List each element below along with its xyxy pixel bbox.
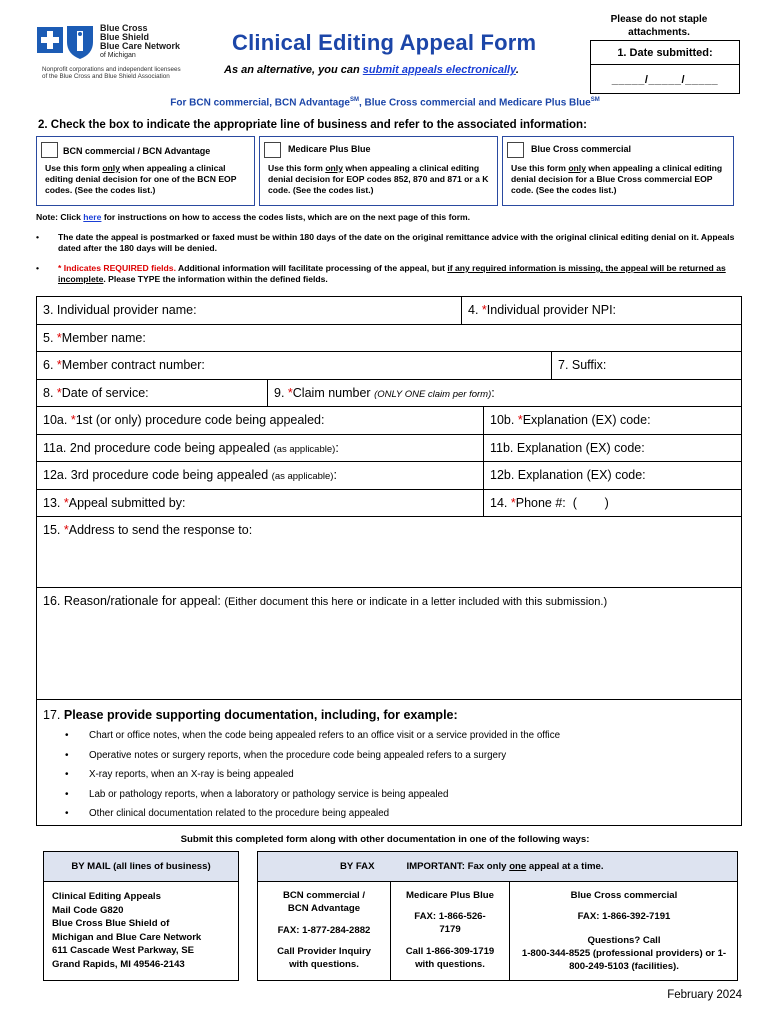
- claim-number-field[interactable]: 9. *Claim number (ONLY ONE claim per form):: [267, 380, 743, 406]
- blue-cross-commercial-checkbox[interactable]: [507, 142, 524, 158]
- appeal-submitted-by-field[interactable]: 13. *Appeal submitted by:: [43, 496, 186, 510]
- form-row: [37, 352, 741, 380]
- supporting-docs-list: [65, 730, 560, 828]
- list-item: • Lab or pathology reports, when a laboratory or pathology service is being appealed: [65, 789, 560, 809]
- list-item: • X-ray reports, when an X-ray is being appealed: [65, 769, 560, 789]
- suffix-field[interactable]: 7. Suffix:: [551, 352, 743, 379]
- lob-option-bcn: [36, 136, 255, 206]
- form-row: [37, 297, 741, 325]
- lob-name: Medicare Plus Blue: [288, 144, 371, 154]
- by-mail-box: [43, 851, 239, 981]
- lob-name: BCN commercial / BCN Advantage: [63, 146, 211, 156]
- bcbs-logo: [36, 22, 226, 82]
- ex-code-1-field[interactable]: 10b. *Explanation (EX) code:: [483, 407, 743, 434]
- by-mail-header: BY MAIL (all lines of business): [44, 852, 238, 882]
- ex-code-2-field[interactable]: 11b. Explanation (EX) code:: [483, 435, 743, 461]
- supporting-docs-section: [37, 700, 741, 827]
- response-address-field[interactable]: 15. *Address to send the response to:: [43, 523, 253, 537]
- member-contract-number-field[interactable]: 6. *Member contract number:: [43, 358, 205, 372]
- revision-date: February 2024: [667, 989, 742, 1001]
- lob-description: Use this form only when appealing a clinical editing denial decision for EOP codes 852, 870 and 871 or a K code. (See the codes list.): [268, 163, 489, 195]
- supporting-docs-title: 17. Please provide supporting documentation, including, for example:: [43, 708, 458, 722]
- form-row: [37, 435, 741, 462]
- codes-instructions-link[interactable]: here: [83, 212, 102, 222]
- list-item: • Chart or office notes, when the code being appealed refers to an office visit or a service provided in the office: [65, 730, 560, 750]
- alternative-line: As an alternative, you can submit appeals electronically.: [224, 64, 519, 76]
- lob-name: Blue Cross commercial: [531, 144, 632, 154]
- staple-note: Please do not staple attachments.: [610, 14, 708, 38]
- codes-note: Note: Click here for instructions on how to access the codes lists, which are on the next page of this form.: [36, 212, 471, 222]
- list-item: • Operative notes or surgery reports, when the procedure code being appealed refers to a surgery: [65, 750, 560, 770]
- lob-option-blue-cross-commercial: [502, 136, 734, 206]
- fax-col-medicare-plus-blue: Medicare Plus Blue FAX: 1-866-526-7179 Call 1-866-309-1719 with questions.: [391, 882, 510, 981]
- list-item: • Other clinical documentation related to the procedure being appealed: [65, 808, 560, 828]
- fax-col-bcn: BCN commercial / BCN Advantage FAX: 1-877-284-2882 Call Provider Inquiry with questions.: [258, 882, 391, 981]
- bcn-checkbox[interactable]: [41, 142, 58, 158]
- list-item: • The date the appeal is postmarked or faxed must be within 180 days of the date on the original remittance advice with the original clinical editing denial on it. Appeals dated after the 180 days will be denied.: [36, 232, 736, 254]
- form-row: [37, 407, 741, 435]
- form-row: [37, 588, 741, 700]
- logo-tagline: Nonprofit corporations and independent licensees of the Blue Cross and Blue Shield Association: [42, 66, 181, 80]
- section-2-heading: 2. Check the box to indicate the appropriate line of business and refer to the associated information:: [38, 119, 587, 131]
- form-row: [37, 325, 741, 352]
- submit-instructions: Submit this completed form along with other documentation in one of the following ways:: [180, 834, 590, 845]
- procedure-code-2-field[interactable]: 11a. 2nd procedure code being appealed (as applicable):: [43, 441, 339, 455]
- date-submitted-label: 1. Date submitted:: [591, 41, 739, 65]
- provider-npi-field[interactable]: 4. *Individual provider NPI:: [461, 297, 743, 324]
- mail-address: Clinical Editing Appeals Mail Code G820 Blue Cross Blue Shield of Michigan and Blue Care Network 611 Cascade West Parkway, SE Grand Rapids, MI 49546-2143: [52, 891, 202, 970]
- appeal-form-grid: [36, 296, 742, 826]
- lob-description: Use this form only when appealing a clinical editing denial decision for one of the BCN EOP codes. (See the codes list.): [45, 163, 237, 195]
- form-row: [37, 490, 741, 517]
- member-name-field[interactable]: 5. *Member name:: [43, 331, 146, 345]
- phone-field[interactable]: 14. *Phone #: ( ): [483, 490, 743, 516]
- instructions-list: [36, 232, 736, 294]
- reason-rationale-field[interactable]: 16. Reason/rationale for appeal: (Either document this here or indicate in a letter included with this submission.): [43, 594, 608, 608]
- by-fax-box: [257, 851, 738, 981]
- procedure-code-3-field[interactable]: 12a. 3rd procedure code being appealed (as applicable):: [43, 468, 337, 482]
- fax-col-blue-cross-commercial: Blue Cross commercial FAX: 1-866-392-7191 Questions? Call 1-800-344-8525 (professional providers) or 1-800-249-5103 (facilities).: [521, 890, 727, 972]
- page-title: Clinical Editing Appeal Form: [232, 30, 537, 55]
- logo-wordmark: Blue Cross Blue Shield Blue Care Network of Michigan: [100, 23, 181, 59]
- blue-cross-blue-shield-icon: [36, 22, 96, 60]
- procedure-code-1-field[interactable]: 10a. *1st (or only) procedure code being appealed:: [43, 413, 325, 427]
- form-row: [37, 462, 741, 490]
- applicability-line: For BCN commercial, BCN Advantage℠, Blue Cross commercial and Medicare Plus Blue℠: [170, 97, 600, 109]
- list-item: • * Indicates REQUIRED fields. Additional information will facilitate processing of the appeal, but if any required information is missing, the appeal will be returned as incomplete. Please TYPE the information within the defined fields.: [36, 263, 736, 285]
- form-row: [37, 517, 741, 588]
- lob-option-medicare-plus-blue: [259, 136, 498, 206]
- medicare-plus-blue-checkbox[interactable]: [264, 142, 281, 158]
- date-of-service-field[interactable]: 8. *Date of service:: [43, 386, 149, 400]
- form-row: [37, 380, 741, 407]
- submit-electronically-link[interactable]: submit appeals electronically: [362, 64, 516, 76]
- by-fax-header: BY FAX IMPORTANT: Fax only one appeal at a time.: [258, 852, 737, 882]
- ex-code-3-field[interactable]: 12b. Explanation (EX) code:: [483, 462, 743, 489]
- date-submitted-input[interactable]: _____/_____/_____: [611, 73, 719, 86]
- lob-description: Use this form only when appealing a clinical editing denial decision for a Blue Cross commercial EOP code. (See the codes list.): [511, 163, 723, 195]
- provider-name-field[interactable]: 3. Individual provider name:: [43, 303, 197, 317]
- date-submitted-box: [590, 40, 740, 94]
